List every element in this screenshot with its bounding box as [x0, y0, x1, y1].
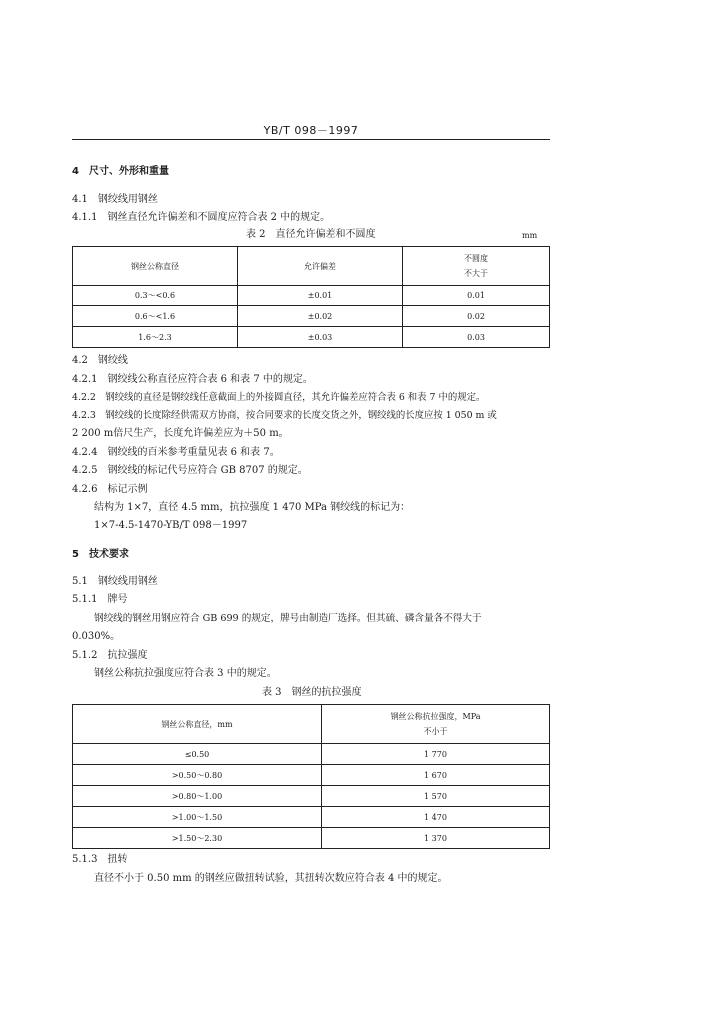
- table-row: [73, 306, 550, 327]
- section-5-1-2: 5.1.2 抗拉强度: [72, 650, 148, 661]
- table-row: [73, 765, 550, 786]
- section-5-1-1: 5.1.1 牌号: [72, 594, 128, 605]
- section-5-1-1-text-line2: 0.030%。: [72, 631, 121, 642]
- table-2: [72, 246, 550, 348]
- table2-cell: 0.3～<0.6: [73, 286, 238, 306]
- doc-header: YB/T 098－1997: [263, 124, 359, 137]
- table2-header-ovality: [403, 247, 550, 286]
- section-4-2: 4.2 钢绞线: [72, 355, 128, 366]
- table3-cell: 1 570: [322, 786, 550, 807]
- table2-unit: mm: [522, 231, 538, 240]
- section-5-1: 5.1 钢绞线用钢丝: [72, 576, 158, 587]
- table2-cell: 0.02: [403, 306, 550, 327]
- table3-header-strength-line2: 不小于: [423, 727, 448, 736]
- table3-cell: 1 770: [322, 744, 550, 765]
- table3-cell: >1.00～1.50: [73, 807, 322, 828]
- table3-cell: 1 370: [322, 828, 550, 849]
- table2-header-ovality-line1: 不圆度: [464, 254, 488, 263]
- marking-example-text: 结构为 1×7，直径 4.5 mm，抗拉强度 1 470 MPa 钢绞线的标记为：: [94, 502, 411, 513]
- table2-cell: ±0.02: [238, 306, 403, 327]
- table3-header-strength: [322, 705, 550, 744]
- table2-cell: 0.03: [403, 327, 550, 348]
- section-5-1-1-text-line1: 钢绞线的钢丝用钢应符合 GB 699 的规定，牌号由制造厂选择。但其硫、磷含量各不得大于: [94, 613, 482, 624]
- section-4-2-4: 4.2.4 钢绞线的百米参考重量见表 6 和表 7。: [72, 447, 280, 458]
- table-row: [73, 286, 550, 306]
- table3-caption: 表 3 钢丝的抗拉强度: [262, 687, 362, 698]
- table2-header-row: [73, 247, 550, 286]
- table3-header-row: [73, 705, 550, 744]
- marking-example-code: 1×7-4.5-1470-YB/T 098－1997: [94, 520, 248, 531]
- section-4-1-1: 4.1.1 钢丝直径允许偏差和不圆度应符合表 2 中的规定。: [72, 212, 331, 223]
- section-5-1-3-text: 直径不小于 0.50 mm 的钢丝应做扭转试验，其扭转次数应符合表 4 中的规定。: [94, 873, 448, 884]
- table2-cell: 0.6～<1.6: [73, 306, 238, 327]
- table2-header-tolerance: 允许偏差: [238, 247, 403, 286]
- section-4-2-3-line1: 4.2.3 钢绞线的长度除经供需双方协商，按合同要求的长度交货之外，钢绞线的长度应按 1 050 m 或: [72, 410, 497, 421]
- table3-cell: 1 670: [322, 765, 550, 786]
- section-4-heading: 4 尺寸、外形和重量: [72, 166, 169, 177]
- section-4-2-6: 4.2.6 标记示例: [72, 484, 148, 495]
- table3-header-diameter: 钢丝公称直径，mm: [73, 705, 322, 744]
- table3-cell: ≤0.50: [73, 744, 322, 765]
- table-row: [73, 828, 550, 849]
- table3-cell: >1.50～2.30: [73, 828, 322, 849]
- table2-cell: ±0.01: [238, 286, 403, 306]
- section-4-2-1: 4.2.1 钢绞线公称直径应符合表 6 和表 7 中的规定。: [72, 374, 313, 385]
- section-5-1-3: 5.1.3 扭转: [72, 854, 128, 865]
- table2-cell: ±0.03: [238, 327, 403, 348]
- section-5-1-2-text: 钢丝公称抗拉强度应符合表 3 中的规定。: [94, 668, 277, 679]
- section-5-heading: 5 技术要求: [72, 549, 129, 560]
- table2-cell: 0.01: [403, 286, 550, 306]
- table-row: [73, 744, 550, 765]
- section-4-2-3-line2: 2 200 m倍尺生产，长度允许偏差应为＋50 m。: [72, 428, 289, 439]
- section-4-2-5: 4.2.5 钢绞线的标记代号应符合 GB 8707 的规定。: [72, 465, 308, 476]
- table-row: [73, 807, 550, 828]
- table-row: [73, 786, 550, 807]
- table3-cell: >0.80～1.00: [73, 786, 322, 807]
- table-row: [73, 327, 550, 348]
- table-3: [72, 704, 550, 849]
- section-4-2-2: 4.2.2 钢绞线的直径是钢绞线任意截面上的外接圆直径，其允许偏差应符合表 6 和表 7 中的规定。: [72, 392, 486, 403]
- table2-header-diameter: 钢丝公称直径: [73, 247, 238, 286]
- table2-header-ovality-line2: 不大于: [464, 269, 488, 278]
- table3-cell: 1 470: [322, 807, 550, 828]
- table3-cell: >0.50～0.80: [73, 765, 322, 786]
- section-4-1: 4.1 钢绞线用钢丝: [72, 194, 158, 205]
- header-rule: [72, 139, 550, 140]
- table2-cell: 1.6～2.3: [73, 327, 238, 348]
- table2-caption: 表 2 直径允许偏差和不圆度: [246, 229, 376, 240]
- table3-header-strength-line1: 钢丝公称抗拉强度，MPa: [390, 712, 481, 721]
